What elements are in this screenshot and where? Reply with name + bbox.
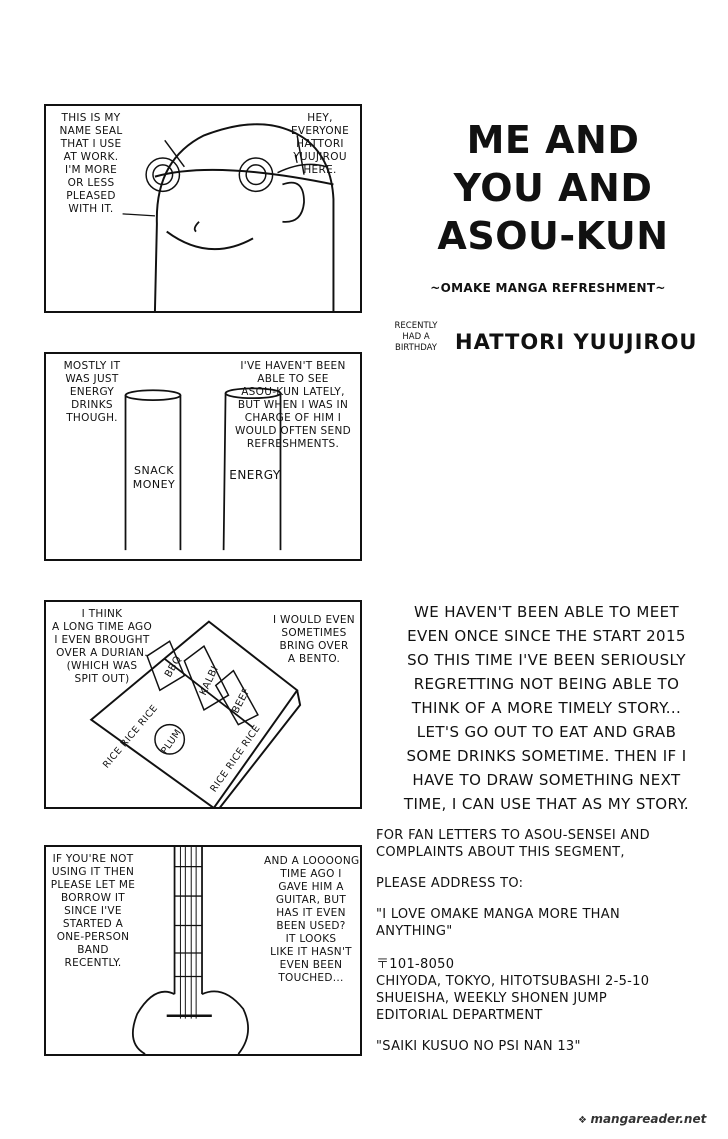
panel-3: [44, 600, 362, 809]
panel-4-right-bubble: [264, 855, 358, 985]
title-line: ASOU-KUN: [437, 214, 669, 258]
speech-line: ASOU-KUN LATELY,: [241, 386, 345, 398]
message-line: REGRETTING NOT BEING ABLE TO: [413, 675, 680, 693]
speech-line: YUUJIROU: [293, 151, 347, 163]
recently-line: BIRTHDAY: [395, 343, 437, 353]
speech-line: NAME SEAL: [59, 125, 123, 137]
message-line: SO THIS TIME I'VE BEEN SERIOUSLY: [407, 651, 686, 669]
speech-line: PLEASED: [66, 190, 116, 202]
page-title: [408, 116, 698, 260]
snack-money-can-label: [126, 464, 182, 492]
panel-4: [44, 845, 362, 1056]
panel-1-right-bubble: [284, 112, 356, 177]
speech-line: WITH IT.: [68, 203, 114, 215]
address-quote-2: "SAIKI KUSUO NO PSI NAN 13": [376, 1039, 581, 1054]
subtitle: ~OMAKE MANGA REFRESHMENT~: [430, 281, 666, 295]
panel-1-left-bubble: [52, 112, 130, 216]
speech-line: HAS IT EVEN: [276, 907, 346, 919]
energy-can-label: ENERGY: [229, 468, 281, 482]
speech-line: RECENTLY.: [64, 957, 122, 969]
speech-line: WOULD OFTEN SEND: [234, 425, 351, 437]
speech-line: PLEASE LET ME: [50, 879, 136, 891]
postal-line: CHIYODA, TOKYO, HITOTSUBASHI 2-5-10: [376, 974, 650, 989]
speech-line: STARTED A: [62, 918, 124, 930]
speech-line: BRING OVER: [279, 640, 349, 652]
speech-line: TOUCHED...: [278, 972, 344, 984]
title-line: YOU AND: [453, 166, 653, 210]
message-line: HAVE TO DRAW SOMETHING NEXT: [412, 771, 681, 789]
speech-line: OR LESS: [67, 177, 115, 189]
rice-label-top: RICE RICE RICE: [100, 702, 161, 771]
speech-line: AND A LOOOONG: [264, 855, 360, 867]
bento-item-label: KALBI: [197, 664, 222, 698]
speech-line: DRINKS: [71, 399, 113, 411]
speech-line: ENERGY: [69, 386, 115, 398]
address-intro-line: COMPLAINTS ABOUT THIS SEGMENT,: [376, 845, 625, 860]
panel-4-left-bubble: [50, 853, 136, 970]
speech-line: ONE-PERSON: [56, 931, 130, 943]
speech-line: AT WORK.: [63, 151, 119, 163]
author-message: [374, 600, 719, 816]
speech-line: THIS IS MY: [61, 112, 121, 124]
speech-line: OVER A DURIAN.: [56, 647, 148, 659]
rice-label-bottom: RICE RICE RICE: [208, 723, 263, 795]
message-line: THINK OF A MORE TIMELY STORY...: [411, 699, 682, 717]
recently-line: RECENTLY: [394, 321, 438, 331]
title-line: ME AND: [466, 118, 640, 162]
plum-label: PLUM: [159, 727, 185, 757]
speech-line: HEY,: [307, 112, 333, 124]
speech-line: HERE.: [303, 164, 337, 176]
speech-line: TIME AGO I: [280, 868, 342, 880]
address-quote-line: ANYTHING": [376, 924, 453, 939]
speech-line: I'VE HAVEN'T BEEN: [240, 360, 346, 372]
speech-line: IT LOOKS: [285, 933, 337, 945]
panel-2-right-bubble: [226, 360, 360, 451]
speech-line: THAT I USE: [60, 138, 122, 150]
address-intro-line: FOR FAN LETTERS TO ASOU-SENSEI AND: [376, 828, 650, 843]
speech-line: A BENTO.: [287, 653, 341, 665]
speech-line: SPIT OUT): [74, 673, 130, 685]
panel-1: [44, 104, 362, 313]
speech-line: A LONG TIME AGO: [51, 621, 153, 633]
speech-line: THOUGH.: [66, 412, 118, 424]
bento-item-label: BBQ: [163, 654, 185, 680]
speech-line: I EVEN BROUGHT: [54, 634, 150, 646]
message-line: EVEN ONCE SINCE THE START 2015: [407, 627, 686, 645]
speech-line: IF YOU'RE NOT: [52, 853, 134, 865]
author-name: HATTORI YUUJIROU: [455, 330, 698, 354]
speech-line: SOMETIMES: [281, 627, 347, 639]
speech-line: BEEN USED?: [276, 920, 346, 932]
speech-line: USING IT THEN: [51, 866, 135, 878]
message-line: SOME DRINKS SOMETIME. THEN IF I: [406, 747, 687, 765]
postal-line: EDITORIAL DEPARTMENT: [376, 1008, 543, 1023]
speech-line: GUITAR, BUT: [275, 894, 347, 906]
speech-line: SINCE I'VE: [64, 905, 122, 917]
speech-line: BAND: [77, 944, 109, 956]
panel-3-left-bubble: [50, 608, 154, 686]
speech-line: I'M MORE: [64, 164, 118, 176]
panel-2-left-bubble: [50, 360, 134, 425]
speech-line: BUT WHEN I WAS IN: [237, 399, 349, 411]
speech-line: EVEN BEEN: [279, 959, 343, 971]
fan-letter-address: [376, 827, 716, 1055]
speech-line: (WHICH WAS: [66, 660, 138, 672]
watermark: [578, 1112, 706, 1126]
speech-line: I WOULD EVEN: [273, 614, 355, 626]
bento-item-label: BEEF: [230, 686, 253, 716]
speech-line: EVERYONE: [290, 125, 350, 137]
panel-2: [44, 352, 362, 561]
speech-line: GAVE HIM A: [278, 881, 344, 893]
address-please: PLEASE ADDRESS TO:: [376, 876, 524, 891]
speech-line: I THINK: [81, 608, 123, 620]
address-quote-line: "I LOVE OMAKE MANGA MORE THAN: [376, 907, 620, 922]
speech-line: ABLE TO SEE: [257, 373, 329, 385]
postal-line: 〒101-8050: [376, 957, 455, 972]
watermark-text: mangareader.net: [590, 1112, 707, 1126]
speech-line: MOSTLY IT: [63, 360, 121, 372]
recently-note: [388, 321, 444, 354]
postal-line: SHUEISHA, WEEKLY SHONEN JUMP: [376, 991, 608, 1006]
watermark-icon: ❖: [578, 1115, 591, 1126]
panel-3-right-bubble: [272, 614, 356, 666]
speech-line: HATTORI: [296, 138, 344, 150]
speech-line: CHARGE OF HIM I: [244, 412, 342, 424]
can-label-line: MONEY: [132, 478, 176, 491]
message-line: WE HAVEN'T BEEN ABLE TO MEET: [413, 603, 680, 621]
speech-line: BORROW IT: [60, 892, 126, 904]
speech-line: LIKE IT HASN'T: [270, 946, 352, 958]
speech-line: REFRESHMENTS.: [246, 438, 340, 450]
speech-line: WAS JUST: [65, 373, 119, 385]
message-line: TIME, I CAN USE THAT AS MY STORY.: [403, 795, 690, 813]
can-label-line: SNACK: [134, 464, 174, 477]
recently-line: HAD A: [402, 332, 430, 342]
message-line: LET'S GO OUT TO EAT AND GRAB: [416, 723, 677, 741]
